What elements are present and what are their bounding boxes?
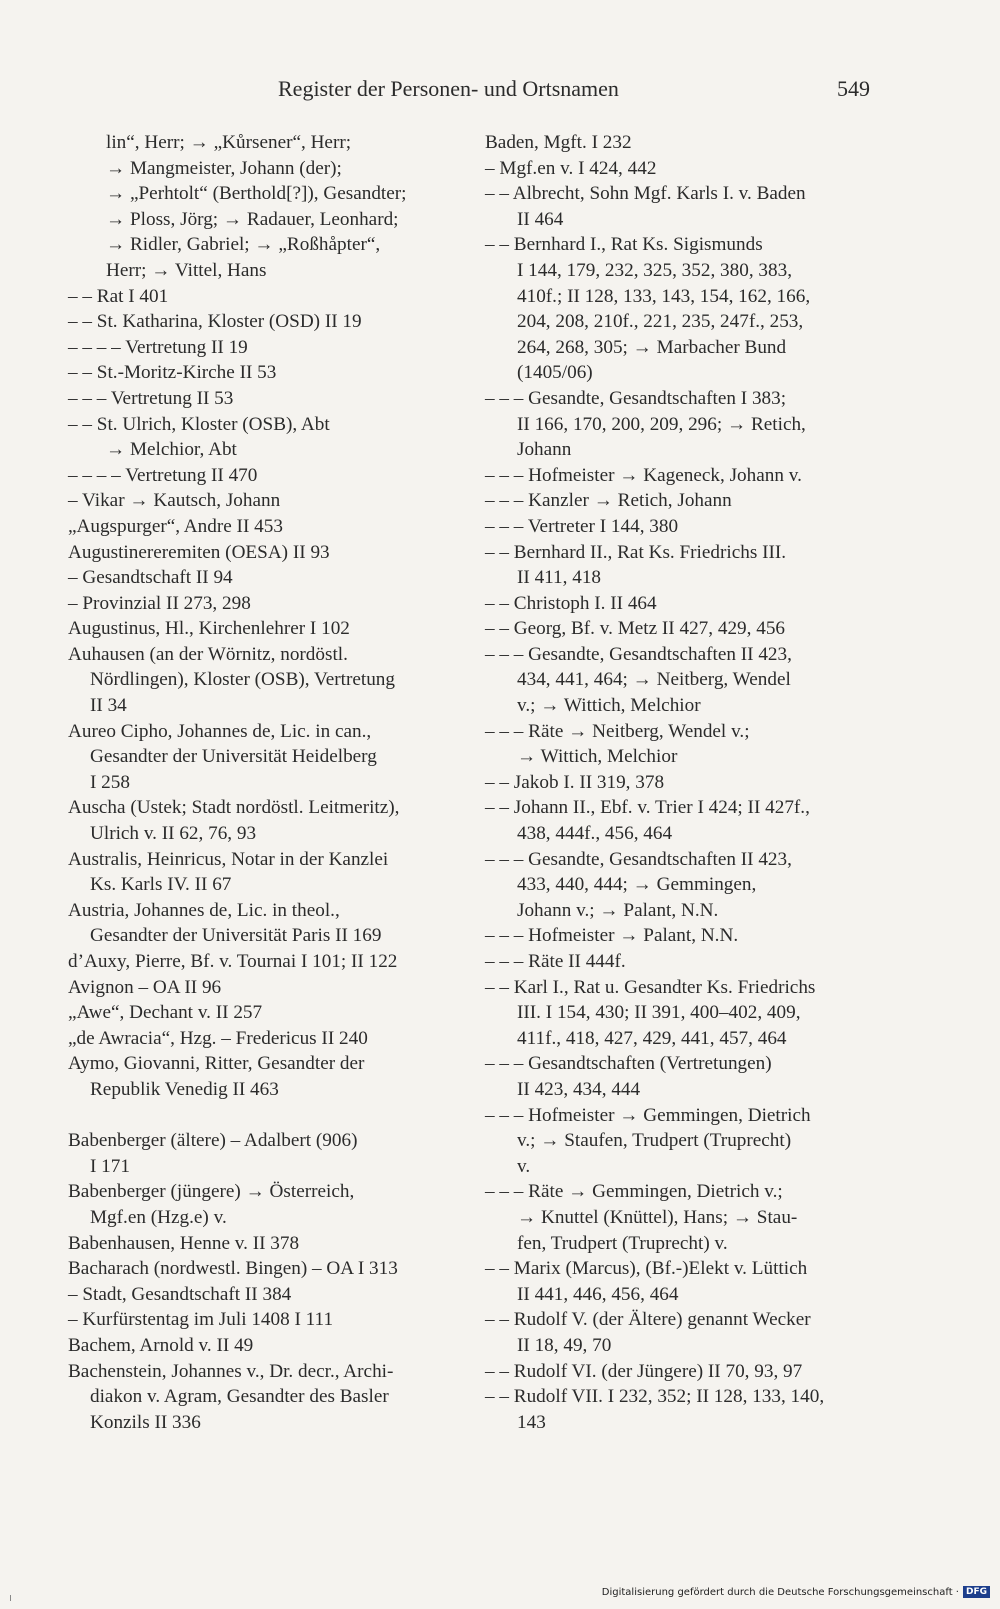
index-entry: – – – Vertreter I 144, 380 <box>485 515 679 537</box>
page-header <box>278 72 870 106</box>
index-entry: I 144, 179, 232, 325, 352, 380, 383, <box>517 259 793 281</box>
scan-mark <box>10 1595 11 1601</box>
index-entry: – – – – Vertretung II 470 <box>68 464 258 486</box>
index-entry: (1405/06) <box>517 362 593 384</box>
index-column-left <box>68 130 478 1435</box>
index-entry: – – – Gesandte, Gesandtschaften I 383; <box>485 387 787 409</box>
index-entry: Baden, Mgft. I 232 <box>485 132 632 153</box>
index-entry: – – – Vertretung II 53 <box>68 387 234 409</box>
index-entry: – – St.-Moritz-Kirche II 53 <box>68 362 277 384</box>
index-entry: „Augspurger“, Andre II 453 <box>68 515 283 537</box>
index-entry: Bachem, Arnold v. II 49 <box>68 1334 254 1356</box>
index-entry: – – Rudolf V. (der Ältere) genannt Wecker <box>485 1309 811 1331</box>
index-entry: II 18, 49, 70 <box>517 1334 612 1356</box>
index-entry: Ulrich v. II 62, 76, 93 <box>90 823 257 845</box>
index-entry: II 166, 170, 200, 209, 296; → Retich, <box>517 413 806 435</box>
index-entry: II 34 <box>90 695 127 717</box>
index-entry: – Provinzial II 273, 298 <box>68 592 251 614</box>
index-entry: – Mgf.en v. I 424, 442 <box>485 157 657 179</box>
index-entry: – – Karl I., Rat u. Gesandter Ks. Friedrichs <box>485 976 816 998</box>
index-entry: – – St. Ulrich, Kloster (OSB), Abt <box>68 413 330 435</box>
index-entry: lin“, Herr; → „Kůrsener“, Herr; <box>106 132 352 153</box>
running-title: Register der Personen- und Ortsnamen <box>278 76 619 101</box>
index-entry: II 411, 418 <box>517 567 602 589</box>
index-entry: 434, 441, 464; → Neitberg, Wendel <box>517 669 791 691</box>
index-entry: → Melchior, Abt <box>106 439 237 461</box>
index-entry: Johann v.; → Palant, N.N. <box>517 899 719 921</box>
index-entry: II 441, 446, 456, 464 <box>517 1283 679 1305</box>
index-entry: „de Awracia“, Hzg. – Fredericus II 240 <box>68 1027 368 1049</box>
index-entry: Aymo, Giovanni, Ritter, Gesandter der <box>68 1053 365 1075</box>
index-entry: → Mangmeister, Johann (der); <box>106 157 342 179</box>
index-entry: Konzils II 336 <box>90 1411 201 1433</box>
index-entry: – Kurfürstentag im Juli 1408 I 111 <box>68 1309 334 1331</box>
index-entry: – – Bernhard II., Rat Ks. Friedrichs III. <box>485 541 787 563</box>
index-entry: Bacharach (nordwestl. Bingen) – OA I 313 <box>68 1258 398 1280</box>
index-entry: – – Marix (Marcus), (Bf.-)Elekt v. Lüttich <box>485 1258 808 1280</box>
index-entry: v. <box>517 1155 531 1177</box>
index-entry: 143 <box>517 1411 546 1433</box>
index-entry: → Wittich, Melchior <box>517 746 678 768</box>
index-entry: – – – Räte → Neitberg, Wendel v.; <box>485 720 750 742</box>
index-entry: Auscha (Ustek; Stadt nordöstl. Leitmeritz), <box>68 797 400 819</box>
index-entry: – – – Räte → Gemmingen, Dietrich v.; <box>485 1181 783 1203</box>
index-entry: II 464 <box>517 208 564 230</box>
index-entry: 204, 208, 210f., 221, 235, 247f., 253, <box>517 311 804 333</box>
index-entry: II 423, 434, 444 <box>517 1078 641 1100</box>
index-entry: 264, 268, 305; → Marbacher Bund <box>517 336 787 358</box>
index-entry: – Stadt, Gesandtschaft II 384 <box>68 1283 292 1305</box>
index-entry: – – Georg, Bf. v. Metz II 427, 429, 456 <box>485 618 786 640</box>
index-entry: – – – – Vertretung II 19 <box>68 336 248 358</box>
index-entry: – – – Gesandte, Gesandtschaften II 423, <box>485 848 792 870</box>
index-entry: → „Perhtolt“ (Berthold[?]), Gesandter; <box>106 183 407 205</box>
index-entry: – – St. Katharina, Kloster (OSD) II 19 <box>68 311 362 333</box>
index-entry: v.; → Wittich, Melchior <box>517 695 701 717</box>
index-entry: fen, Trudpert (Truprecht) v. <box>517 1232 728 1254</box>
index-entry: Bachenstein, Johannes v., Dr. decr., Archi- <box>68 1360 394 1382</box>
index-entry: – – Christoph I. II 464 <box>485 592 657 614</box>
index-entry: – – Jakob I. II 319, 378 <box>485 771 665 793</box>
index-entry: – – Rat I 401 <box>68 285 169 307</box>
index-column-right <box>485 130 885 1435</box>
index-entry: Aureo Cipho, Johannes de, Lic. in can., <box>68 720 372 742</box>
index-entry: „Awe“, Dechant v. II 257 <box>68 1002 263 1024</box>
index-entry: Johann <box>517 439 572 461</box>
footer-credit <box>602 1586 990 1598</box>
index-entry: diakon v. Agram, Gesandter des Basler <box>90 1386 389 1408</box>
index-entry: 411f., 418, 427, 429, 441, 457, 464 <box>517 1027 787 1049</box>
index-entry: – – Albrecht, Sohn Mgf. Karls I. v. Baden <box>485 183 806 205</box>
index-entry: – – – Hofmeister → Palant, N.N. <box>485 925 739 947</box>
index-entry: – – – Hofmeister → Kageneck, Johann v. <box>485 464 802 486</box>
index-entry: – – – Gesandte, Gesandtschaften II 423, <box>485 643 792 665</box>
index-entry: Republik Venedig II 463 <box>90 1078 279 1100</box>
index-entry: – – – Hofmeister → Gemmingen, Dietrich <box>485 1104 811 1126</box>
index-entry: Ks. Karls IV. II 67 <box>90 874 232 896</box>
index-entry: – – Rudolf VII. I 232, 352; II 128, 133, 140, <box>485 1386 825 1408</box>
index-entry: – – – Räte II 444f. <box>485 951 626 972</box>
index-entry: v.; → Staufen, Trudpert (Truprecht) <box>517 1130 792 1152</box>
index-entry: → Ploss, Jörg; → Radauer, Leonhard; <box>106 208 399 230</box>
index-entry: – – – Kanzler → Retich, Johann <box>485 490 732 512</box>
index-entry: 433, 440, 444; → Gemmingen, <box>517 874 757 896</box>
index-entry: I 258 <box>90 771 130 793</box>
index-entry: 410f.; II 128, 133, 143, 154, 162, 166, <box>517 285 811 307</box>
index-entry: → Knuttel (Knüttel), Hans; → Stau- <box>517 1206 798 1228</box>
index-entry: Nördlingen), Kloster (OSB), Vertretung <box>90 669 395 691</box>
index-entry: III. I 154, 430; II 391, 400–402, 409, <box>517 1002 801 1024</box>
index-entry: Gesandter der Universität Paris II 169 <box>90 925 382 947</box>
index-entry: Augustinereremiten (OESA) II 93 <box>68 541 330 563</box>
index-entry: Austria, Johannes de, Lic. in theol., <box>68 899 340 921</box>
page-number: 549 <box>837 76 870 101</box>
index-entry: 438, 444f., 456, 464 <box>517 823 673 845</box>
index-entry: – Gesandtschaft II 94 <box>68 567 233 589</box>
index-entry: → Ridler, Gabriel; → „Roßhåpter“, <box>106 234 381 256</box>
index-entry: Gesandter der Universität Heidelberg <box>90 746 377 768</box>
index-entry: Mgf.en (Hzg.e) v. <box>90 1206 227 1228</box>
index-entry: – – – Gesandtschaften (Vertretungen) <box>485 1053 772 1075</box>
index-entry: Babenberger (ältere) – Adalbert (906) <box>68 1130 358 1152</box>
index-entry: Auhausen (an der Wörnitz, nordöstl. <box>68 643 348 665</box>
index-entry: – – Bernhard I., Rat Ks. Sigismunds <box>485 234 763 256</box>
index-entry: Australis, Heinricus, Notar in der Kanzlei <box>68 848 389 870</box>
index-entry: – Vikar → Kautsch, Johann <box>68 490 281 512</box>
index-entry: Augustinus, Hl., Kirchenlehrer I 102 <box>68 618 350 640</box>
index-entry: Herr; → Vittel, Hans <box>106 259 267 281</box>
index-entry: – – Johann II., Ebf. v. Trier I 424; II 427f., <box>485 797 810 819</box>
footer-text: Digitalisierung gefördert durch die Deutsche Forschungsgemeinschaft · <box>601 1586 959 1598</box>
index-entry: Avignon – OA II 96 <box>68 976 222 998</box>
index-entry: Babenberger (jüngere) → Österreich, <box>68 1181 355 1203</box>
index-entry: I 171 <box>90 1155 130 1177</box>
dfg-logo-icon: DFG <box>963 1586 990 1598</box>
index-entry: d’Auxy, Pierre, Bf. v. Tournai I 101; II 122 <box>68 951 398 972</box>
index-entry: – – Rudolf VI. (der Jüngere) II 70, 93, 97 <box>485 1360 803 1382</box>
index-entry: Babenhausen, Henne v. II 378 <box>68 1232 300 1254</box>
